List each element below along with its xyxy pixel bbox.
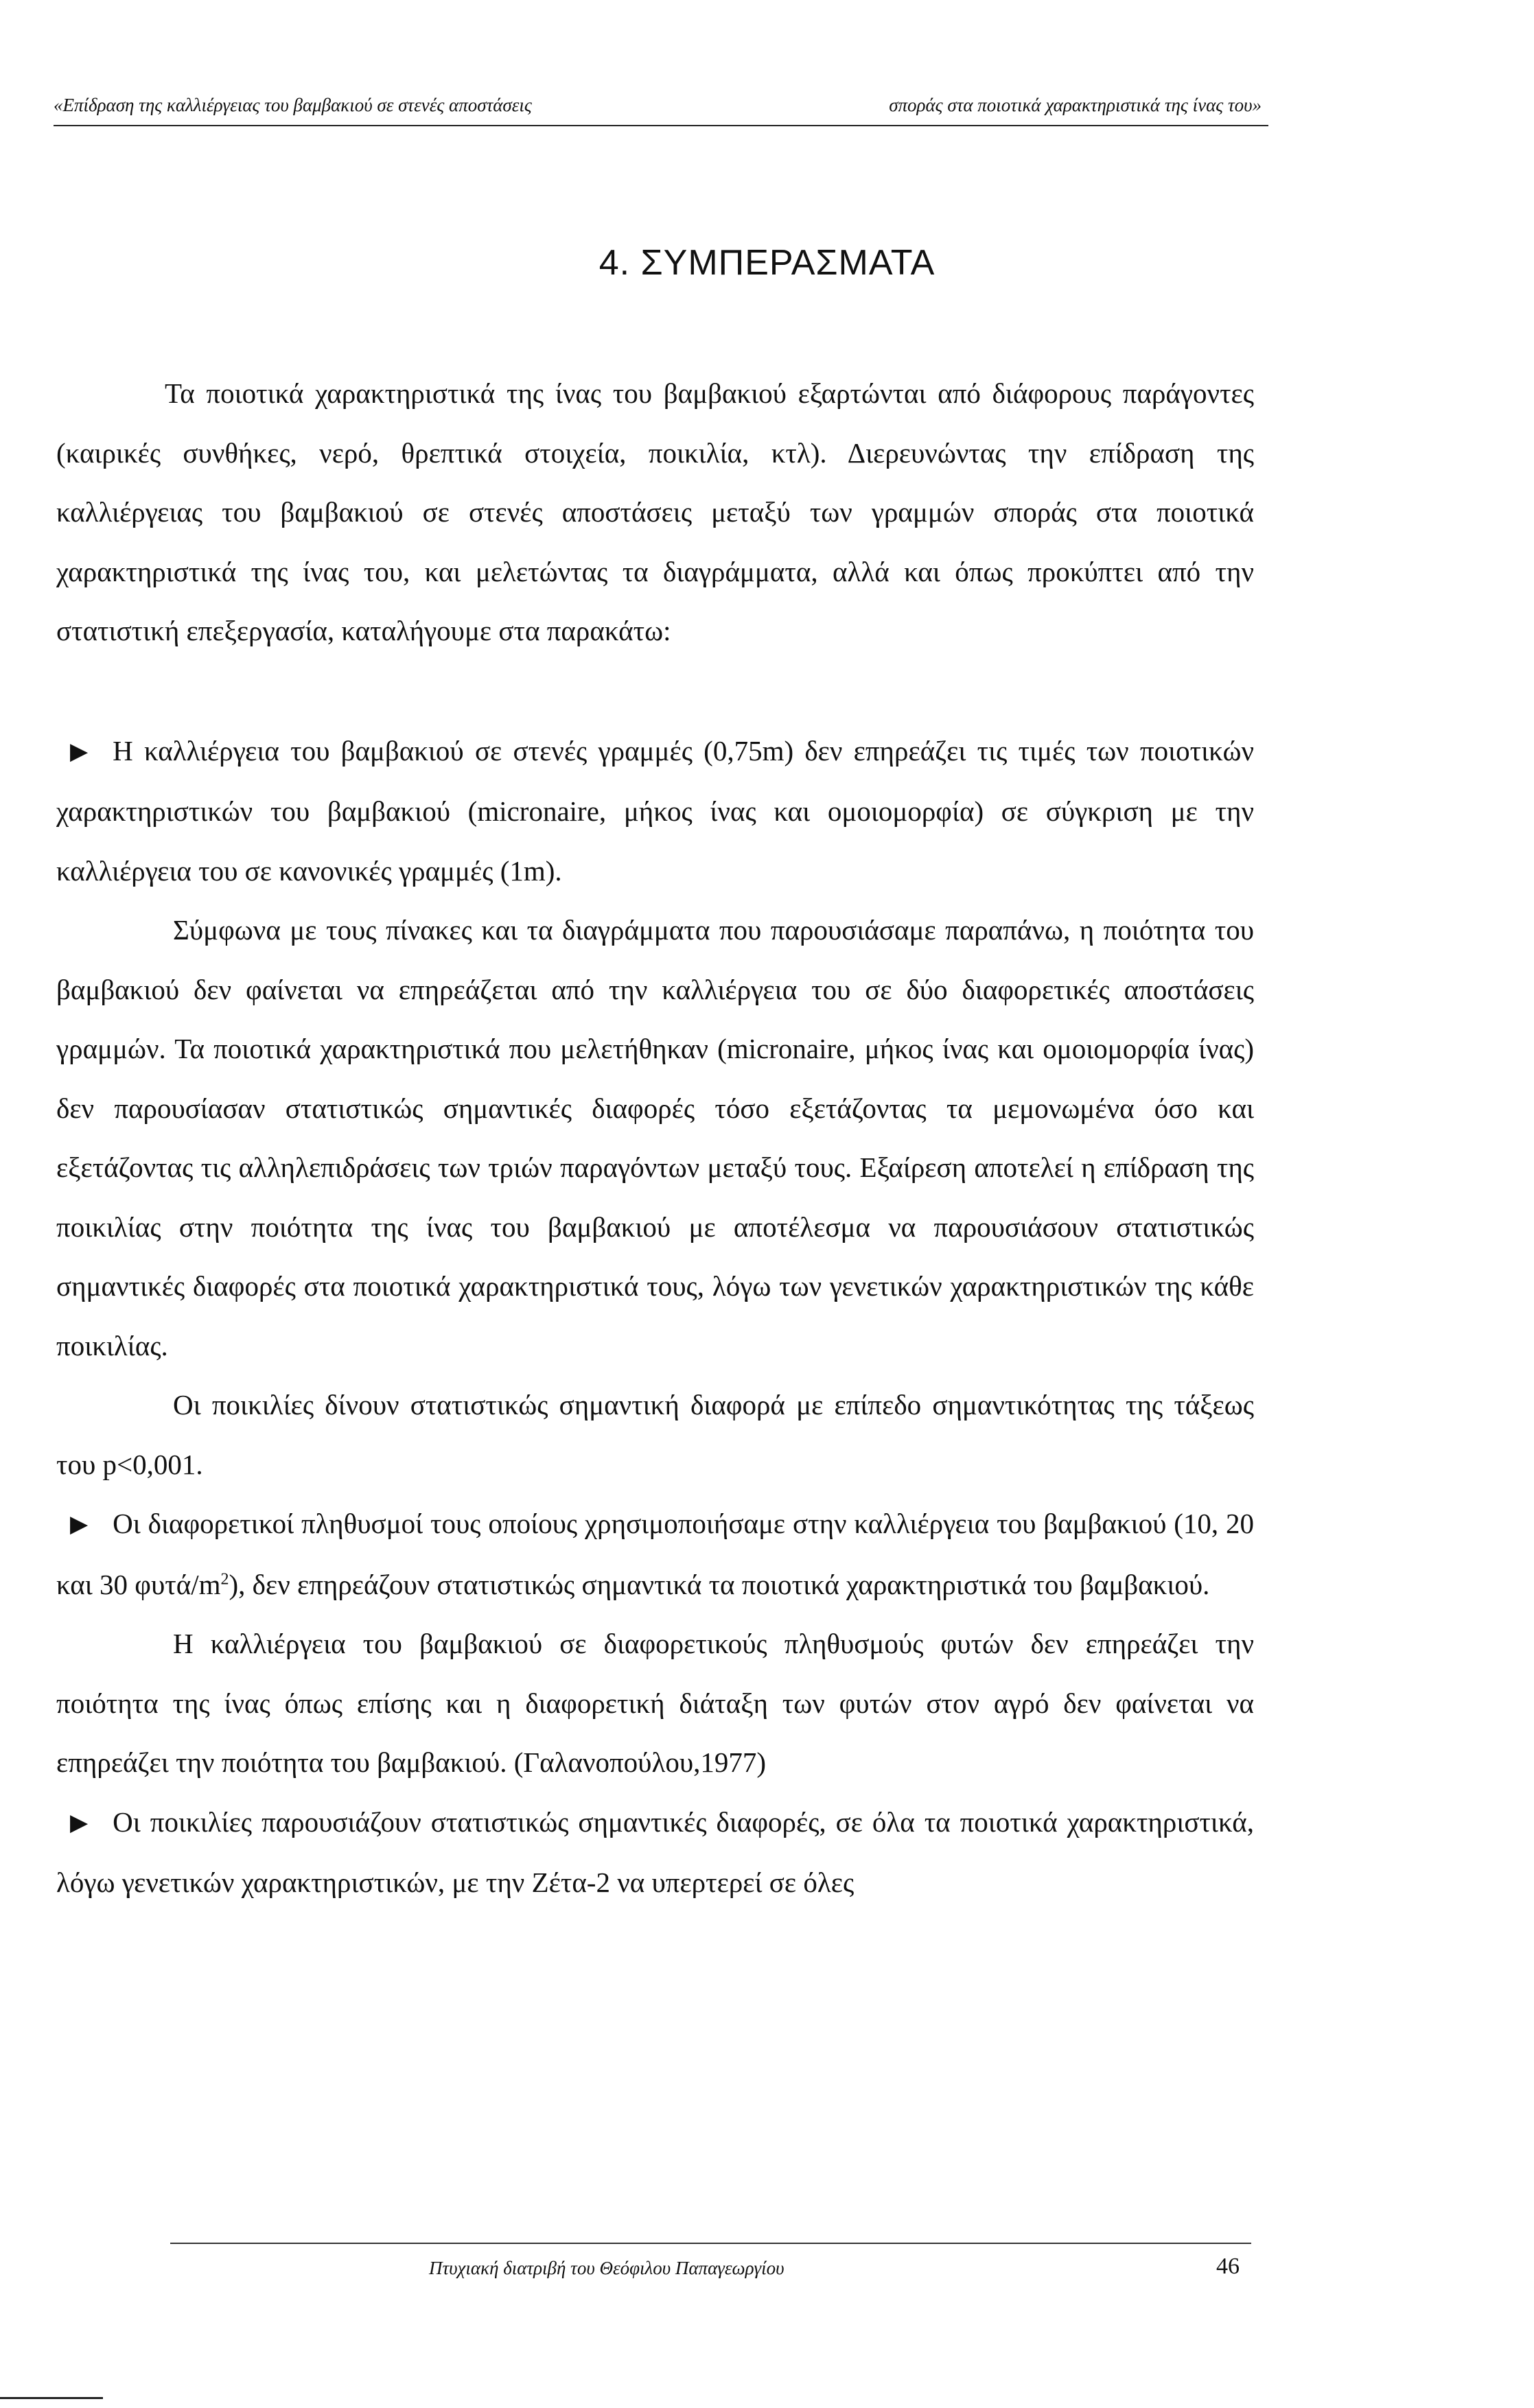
arrow-bullet-icon: ▶ bbox=[70, 1512, 89, 1537]
running-header bbox=[54, 86, 1268, 126]
bullet-2-text-before: Οι διαφορετικοί πληθυσμοί τους οποίους χρησιμοποιήσαμε στην καλλιέργεια του βαμβακιού (10, 20 και 30 φυτά/m bbox=[56, 1508, 1254, 1600]
bullet-paragraph-1 bbox=[56, 721, 1254, 901]
footer-divider bbox=[170, 2243, 1251, 2244]
footer-caption: Πτυχιακή διατριβή του Θεόφιλου Παπαγεωργίου bbox=[429, 2258, 785, 2278]
arrow-bullet-icon: ▶ bbox=[70, 738, 89, 764]
bullet-1-text: Η καλλιέργεια του βαμβακιού σε στενές γραμμές (0,75m) δεν επηρεάζει τις τιμές των ποιοτικών χαρακτηριστικών του βαμβακιού (micronaire, μήκος ίνας και ομοιομορφία) σε σύγκριση με την καλλιέργεια του σε κανονικές γραμμές (1m). bbox=[56, 734, 1254, 887]
running-header-left: «Επίδραση της καλλιέργειας του βαμβακιού σε στενές αποστάσεις bbox=[54, 95, 532, 115]
paragraph-4: Η καλλιέργεια του βαμβακιού σε διαφορετικούς πληθυσμούς φυτών δεν επηρεάζει την ποιότητα της ίνας όπως επίσης και η διαφορετική διάταξη των φυτών στον αγρό δεν φαίνεται να επηρεάζει την ποιότητα του βαμβακιού. (Γαλανοπούλου,1977) bbox=[56, 1628, 1254, 1778]
scan-edge-mark bbox=[0, 2397, 103, 2399]
running-header-right: σποράς στα ποιοτικά χαρακτηριστικά της ίνας του» bbox=[889, 95, 1262, 115]
bullet-paragraph-3 bbox=[56, 1792, 1254, 1913]
bullet-paragraph-2 bbox=[56, 1494, 1254, 1614]
paragraph-3: Οι ποικιλίες δίνουν στατιστικώς σημαντική διαφορά με επίπεδο σημαντικότητας της τάξεως του p<0,001. bbox=[56, 1389, 1254, 1480]
paragraph-spacer bbox=[56, 661, 1254, 721]
intro-paragraph: Τα ποιοτικά χαρακτηριστικά της ίνας του βαμβακιού εξαρτώνται από διάφορους παράγοντες (καιρικές συνθήκες, νερό, θρεπτικά στοιχεία, ποικιλία, κτλ). Διερευνώντας την επίδραση της καλλιέργειας του βαμβακιού σε στενές αποστάσεις μεταξύ των γραμμών σποράς στα ποιοτικά χαρακτηριστικά της ίνας του, και μελετώντας τα διαγράμματα, αλλά και όπως προκύπτει από την στατιστική επεξεργασία, καταλήγουμε στα παρακάτω: bbox=[56, 377, 1254, 646]
bullet-2-superscript: 2 bbox=[220, 1569, 229, 1588]
body-text bbox=[56, 364, 1254, 1913]
bullet-2-text-after: ), δεν επηρεάζουν στατιστικώς σημαντικά τα ποιοτικά χαρακτηριστικά του βαμβακιού. bbox=[229, 1568, 1210, 1600]
section-title: 4. ΣΥΜΠΕΡΑΣΜΑΤΑ bbox=[599, 242, 935, 283]
page-number: 46 bbox=[1216, 2254, 1240, 2279]
arrow-bullet-icon: ▶ bbox=[70, 1810, 89, 1836]
bullet-3-text: Οι ποικιλίες παρουσιάζουν στατιστικώς σημαντικές διαφορές, σε όλα τα ποιοτικά χαρακτηριστικά, λόγω γενετικών χαρακτηριστικών, με την Ζέτα-2 να υπερτερεί σε όλες bbox=[56, 1805, 1254, 1898]
paragraph-2: Σύμφωνα με τους πίνακες και τα διαγράμματα που παρουσιάσαμε παραπάνω, η ποιότητα του βαμβακιού δεν φαίνεται να επηρεάζεται από την καλλιέργεια του σε δύο διαφορετικές αποστάσεις γραμμών. Τα ποιοτικά χαρακτηριστικά που μελετήθηκαν (micronaire, μήκος ίνας και ομοιομορφία ίνας) δεν παρουσίασαν στατιστικώς σημαντικές διαφορές τόσο εξετάζοντας τα μεμονωμένα όσο και εξετάζοντας τις αλληλεπιδράσεις των τριών παραγόντων μεταξύ τους. Εξαίρεση αποτελεί η επίδραση της ποικιλίας στην ποιότητα της ίνας του βαμβακιού με αποτέλεσμα να παρουσιάσουν στατιστικώς σημαντικές διαφορές στα ποιοτικά χαρακτηριστικά τους, λόγω των γενετικών χαρακτηριστικών της κάθε ποικιλίας. bbox=[56, 914, 1254, 1361]
